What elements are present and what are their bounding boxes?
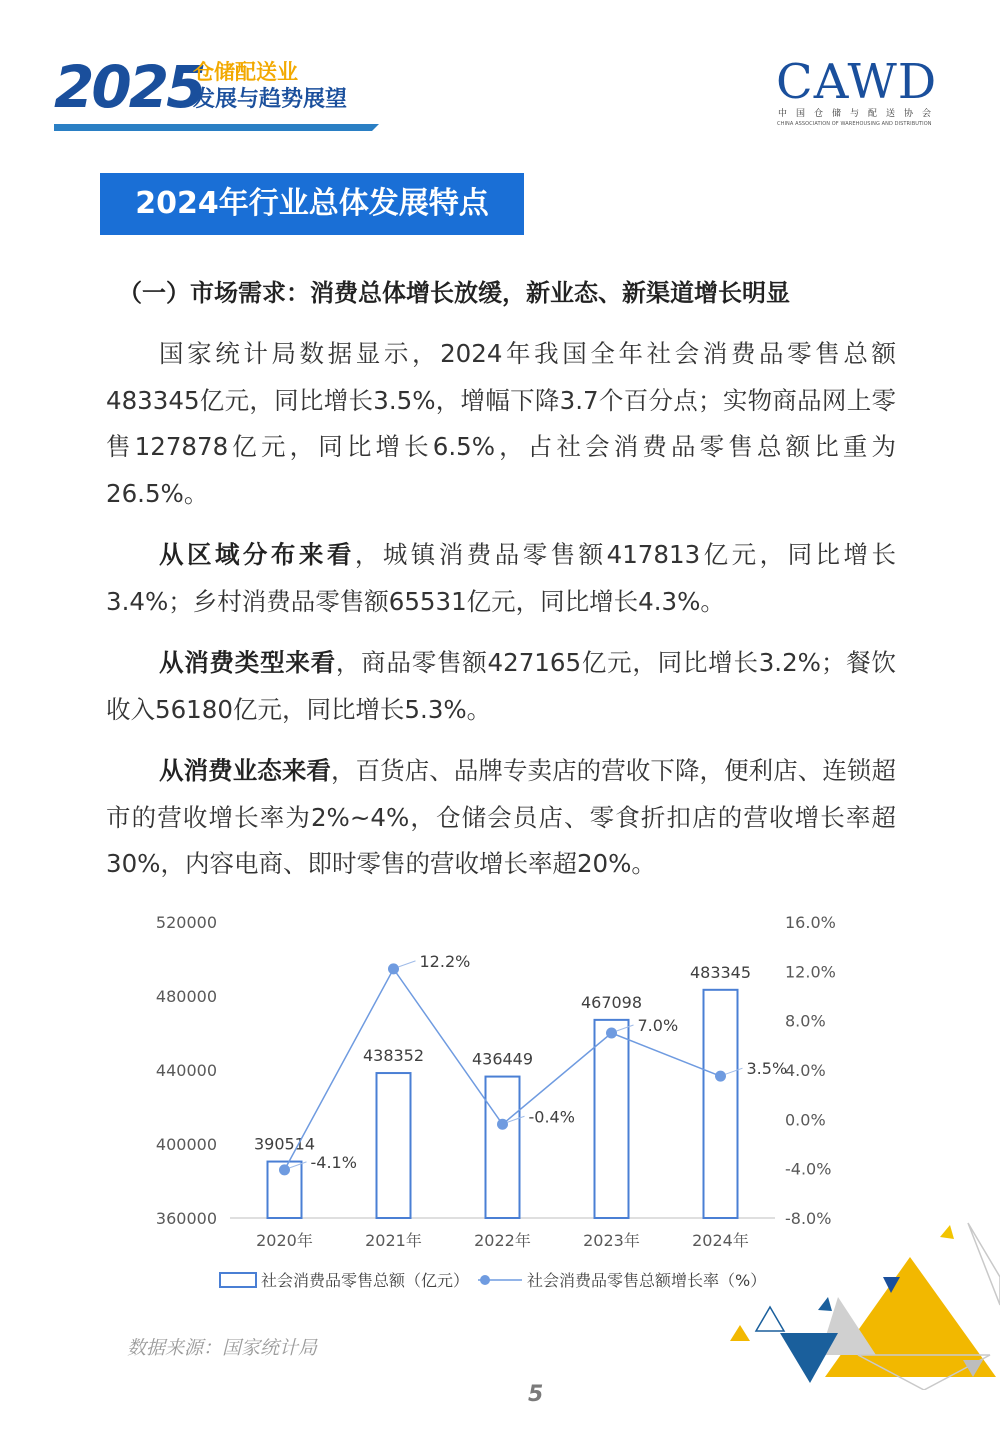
x-axis-tick-label: 2022年 — [474, 1231, 531, 1250]
legend-line-label: 社会消费品零售总额增长率（%） — [527, 1271, 767, 1290]
legend-line-marker — [480, 1275, 490, 1285]
paragraph-3-lead: 从消费类型来看 — [159, 648, 336, 677]
section-title: 2024年行业总体发展特点 — [100, 173, 524, 235]
paragraph-2-text: ，城镇消费品零售额417813亿元，同比增长3.4%；乡村消费品零售额65531亿元，同比增长4.3%。 — [106, 540, 896, 616]
bar-value-label: 390514 — [253, 1134, 316, 1154]
page-number: 5 — [528, 1382, 544, 1407]
bar-retail-sales — [486, 1077, 520, 1218]
header-year: 2025 — [54, 53, 204, 121]
bar-value-label: 467098 — [580, 992, 643, 1012]
right-axis-tick-label: 16.0% — [785, 913, 836, 932]
header-underline — [54, 124, 379, 131]
source-note: 数据来源：国家统计局 — [127, 1337, 318, 1359]
growth-rate-label: 3.5% — [746, 1059, 788, 1079]
header-title-line2: 发展与趋势展望 — [193, 87, 348, 112]
bar-retail-sales — [377, 1073, 411, 1218]
logo-english-name: CHINA ASSOCIATION OF WAREHOUSING AND DISTRIBUTION — [777, 121, 932, 127]
growth-rate-label-leader — [399, 961, 416, 967]
paragraph-1: 国家统计局数据显示，2024年我国全年社会消费品零售总额483345亿元，同比增长3.5%，增幅下降3.7个百分点；实物商品网上零售127878亿元，同比增长6.5%，占社会消费品零售总额比重为26.5%。 — [106, 339, 896, 508]
legend-bar-label: 社会消费品零售总额（亿元） — [261, 1271, 470, 1290]
bar-retail-sales — [595, 1020, 629, 1218]
logo-text: CAWD — [776, 54, 938, 110]
bar-retail-sales — [704, 990, 738, 1218]
right-axis-tick-label: 0.0% — [785, 1110, 826, 1130]
decorative-triangles — [728, 1215, 1000, 1390]
logo-chinese-name: 中国仓储与配送协会 — [778, 109, 941, 119]
header-title-line1: 仓储配送业 — [193, 60, 298, 84]
growth-rate-marker — [497, 1119, 508, 1130]
left-axis-tick-label: 400000 — [155, 1135, 217, 1154]
left-axis-tick-label: 520000 — [155, 913, 217, 932]
right-axis-tick-label: -4.0% — [785, 1159, 832, 1179]
growth-rate-label: 7.0% — [637, 1016, 679, 1035]
left-axis-tick-label: 480000 — [155, 987, 217, 1006]
growth-rate-label: -0.4% — [528, 1107, 575, 1127]
legend-bar-swatch — [220, 1273, 256, 1287]
right-axis-tick-label: 8.0% — [785, 1011, 826, 1031]
paragraph-3 — [106, 640, 896, 733]
x-axis-tick-label: 2020年 — [256, 1231, 313, 1250]
bar-value-label: 483345 — [689, 962, 752, 982]
growth-rate-label: 12.2% — [419, 951, 471, 971]
right-axis-tick-label: -8.0% — [785, 1209, 832, 1228]
paragraph-4-text: ，百货店、品牌专卖店的营收下降，便利店、连锁超市的营收增长率为2%~4%，仓储会员店、零食折扣店的营收增长率超30%，内容电商、即时零售的营收增长率超20%。 — [106, 756, 896, 878]
paragraph-3-text: ，商品零售额427165亿元，同比增长3.2%；餐饮收入56180亿元，同比增长5.3%。 — [106, 648, 896, 724]
growth-rate-marker — [715, 1071, 726, 1082]
growth-rate-marker — [388, 963, 399, 974]
paragraph-2-lead: 从区域分布来看 — [159, 540, 355, 569]
right-axis-tick-label: 12.0% — [785, 962, 836, 982]
right-axis-tick-label: 4.0% — [785, 1061, 826, 1080]
left-axis-tick-label: 440000 — [155, 1061, 217, 1080]
bar-value-label: 438352 — [362, 1046, 425, 1066]
paragraph-2 — [106, 532, 896, 625]
x-axis-tick-label: 2024年 — [692, 1231, 749, 1250]
bar-value-label: 436449 — [471, 1049, 534, 1069]
paragraph-4 — [106, 748, 896, 888]
growth-rate-marker — [279, 1164, 290, 1175]
growth-rate-marker — [606, 1028, 617, 1039]
x-axis-tick-label: 2023年 — [583, 1231, 640, 1250]
subheading: （一）市场需求：消费总体增长放缓，新业态、新渠道增长明显 — [118, 279, 790, 307]
growth-rate-label: -4.1% — [310, 1152, 357, 1172]
paragraph-4-lead: 从消费业态来看 — [159, 756, 331, 785]
x-axis-tick-label: 2021年 — [365, 1231, 422, 1250]
left-axis-tick-label: 360000 — [155, 1209, 217, 1228]
